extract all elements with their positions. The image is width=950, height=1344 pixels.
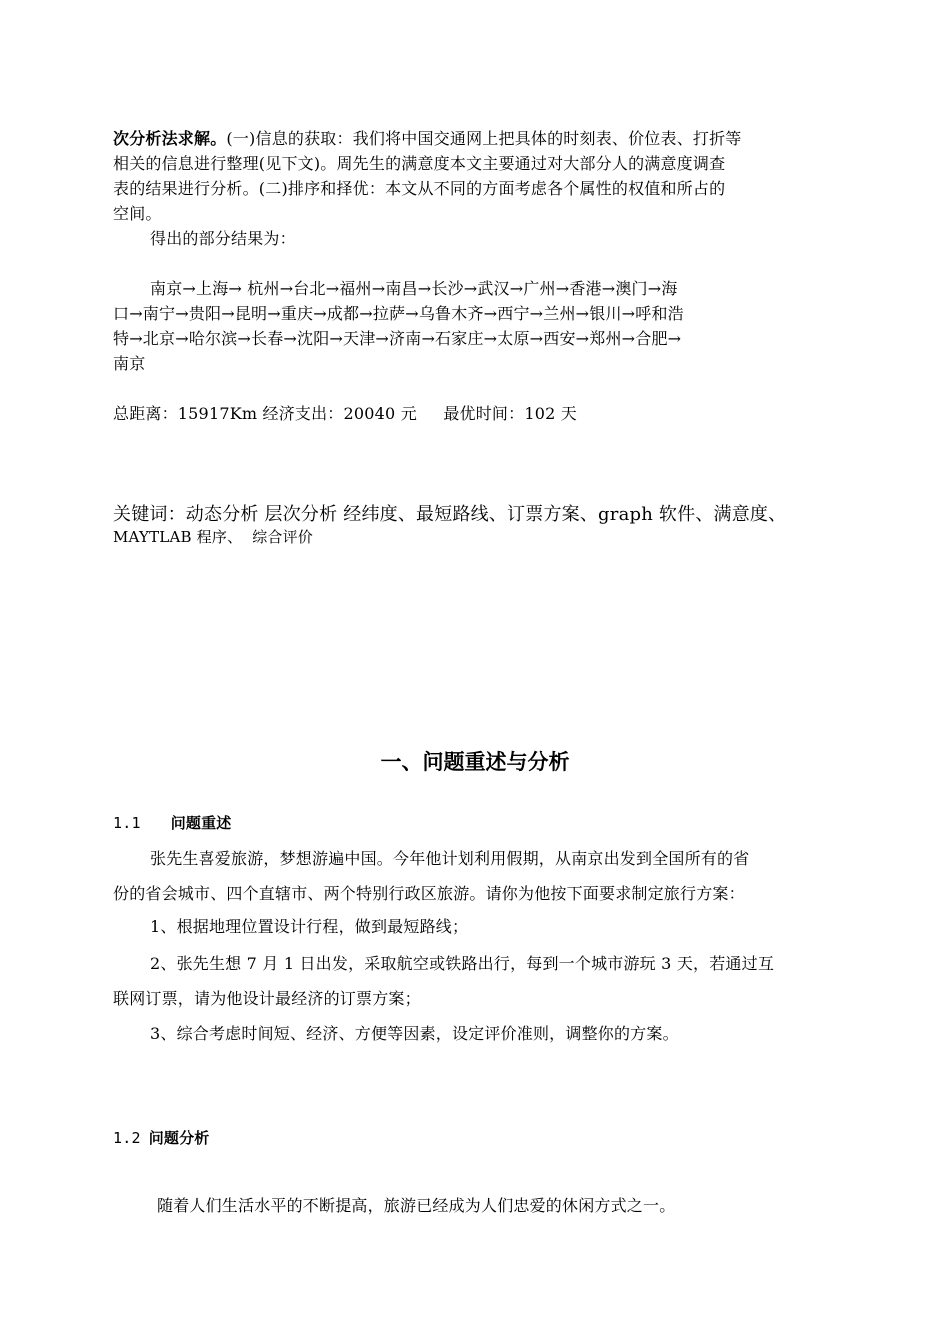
route-line-1: 南京→上海→ 杭州→台北→福州→南昌→长沙→武汉→广州→香港→澳门→海 (150, 279, 678, 298)
abstract-line-1-rest: (一)信息的获取：我们将中国交通网上把具体的时刻表、价位表、打折等 (226, 129, 742, 148)
subsection-number: 1.2 (113, 1129, 141, 1147)
abstract-line-4: 空间。 (113, 204, 162, 223)
result-intro: 得出的部分结果为： (150, 229, 296, 248)
requirement-item-1: 1、根据地理位置设计行程，做到最短路线； (150, 917, 469, 936)
route-line-3: 特→北京→哈尔滨→长春→沈阳→天津→济南→石家庄→太原→西安→郑州→合肥→ (113, 329, 682, 348)
analysis-paragraph: 随着人们生活水平的不断提高，旅游已经成为人们忠爱的休闲方式之一。 (157, 1196, 676, 1215)
requirement-item-2-cont: 联网订票，请为他设计最经济的订票方案； (113, 989, 421, 1008)
subsection-title: 问题重述 (170, 814, 232, 832)
keywords-line-1: 关键词：动态分析 层次分析 经纬度、最短路线、订票方案、graph 软件、满意度、 (113, 504, 787, 525)
keywords-line-2: MAYTLAB 程序、 综合评价 (113, 528, 314, 546)
requirement-item-2: 2、张先生想 7 月 1 日出发，采取航空或铁路出行，每到一个城市游玩 3 天，若通过互 (150, 954, 775, 973)
abstract-line-3: 表的结果进行分析。(二)排序和择优：本文从不同的方面考虑各个属性的权值和所占的 (113, 179, 726, 198)
route-line-4: 南京 (113, 354, 146, 373)
abstract-line-2: 相关的信息进行整理(见下文)。周先生的满意度本文主要通过对大部分人的满意度调查 (113, 154, 726, 173)
paragraph-line-2: 份的省会城市、四个直辖市、两个特别行政区旅游。请你为他按下面要求制定旅行方案： (113, 884, 745, 903)
method-bold-text: 次分析法求解。 (113, 129, 227, 148)
subsection-title: 问题分析 (148, 1129, 210, 1147)
route-line-2: 口→南宁→贵阳→昆明→重庆→成都→拉萨→乌鲁木齐→西宁→兰州→银川→呼和浩 (113, 304, 684, 323)
subsection-number: 1.1 (113, 814, 141, 832)
subsection-heading-2 (113, 1127, 210, 1148)
paragraph-line-1: 张先生喜爱旅游，梦想游遍中国。今年他计划利用假期，从南京出发到全国所有的省 (150, 849, 750, 868)
requirement-item-3: 3、综合考虑时间短、经济、方便等因素，设定评价准则，调整你的方案。 (150, 1024, 679, 1043)
section-title: 一、问题重述与分析 (380, 750, 570, 774)
result-summary: 总距离：15917Km 经济支出：20040 元 最优时间：102 天 (113, 404, 577, 423)
abstract-line-1 (113, 126, 742, 149)
subsection-heading-1 (113, 812, 232, 833)
